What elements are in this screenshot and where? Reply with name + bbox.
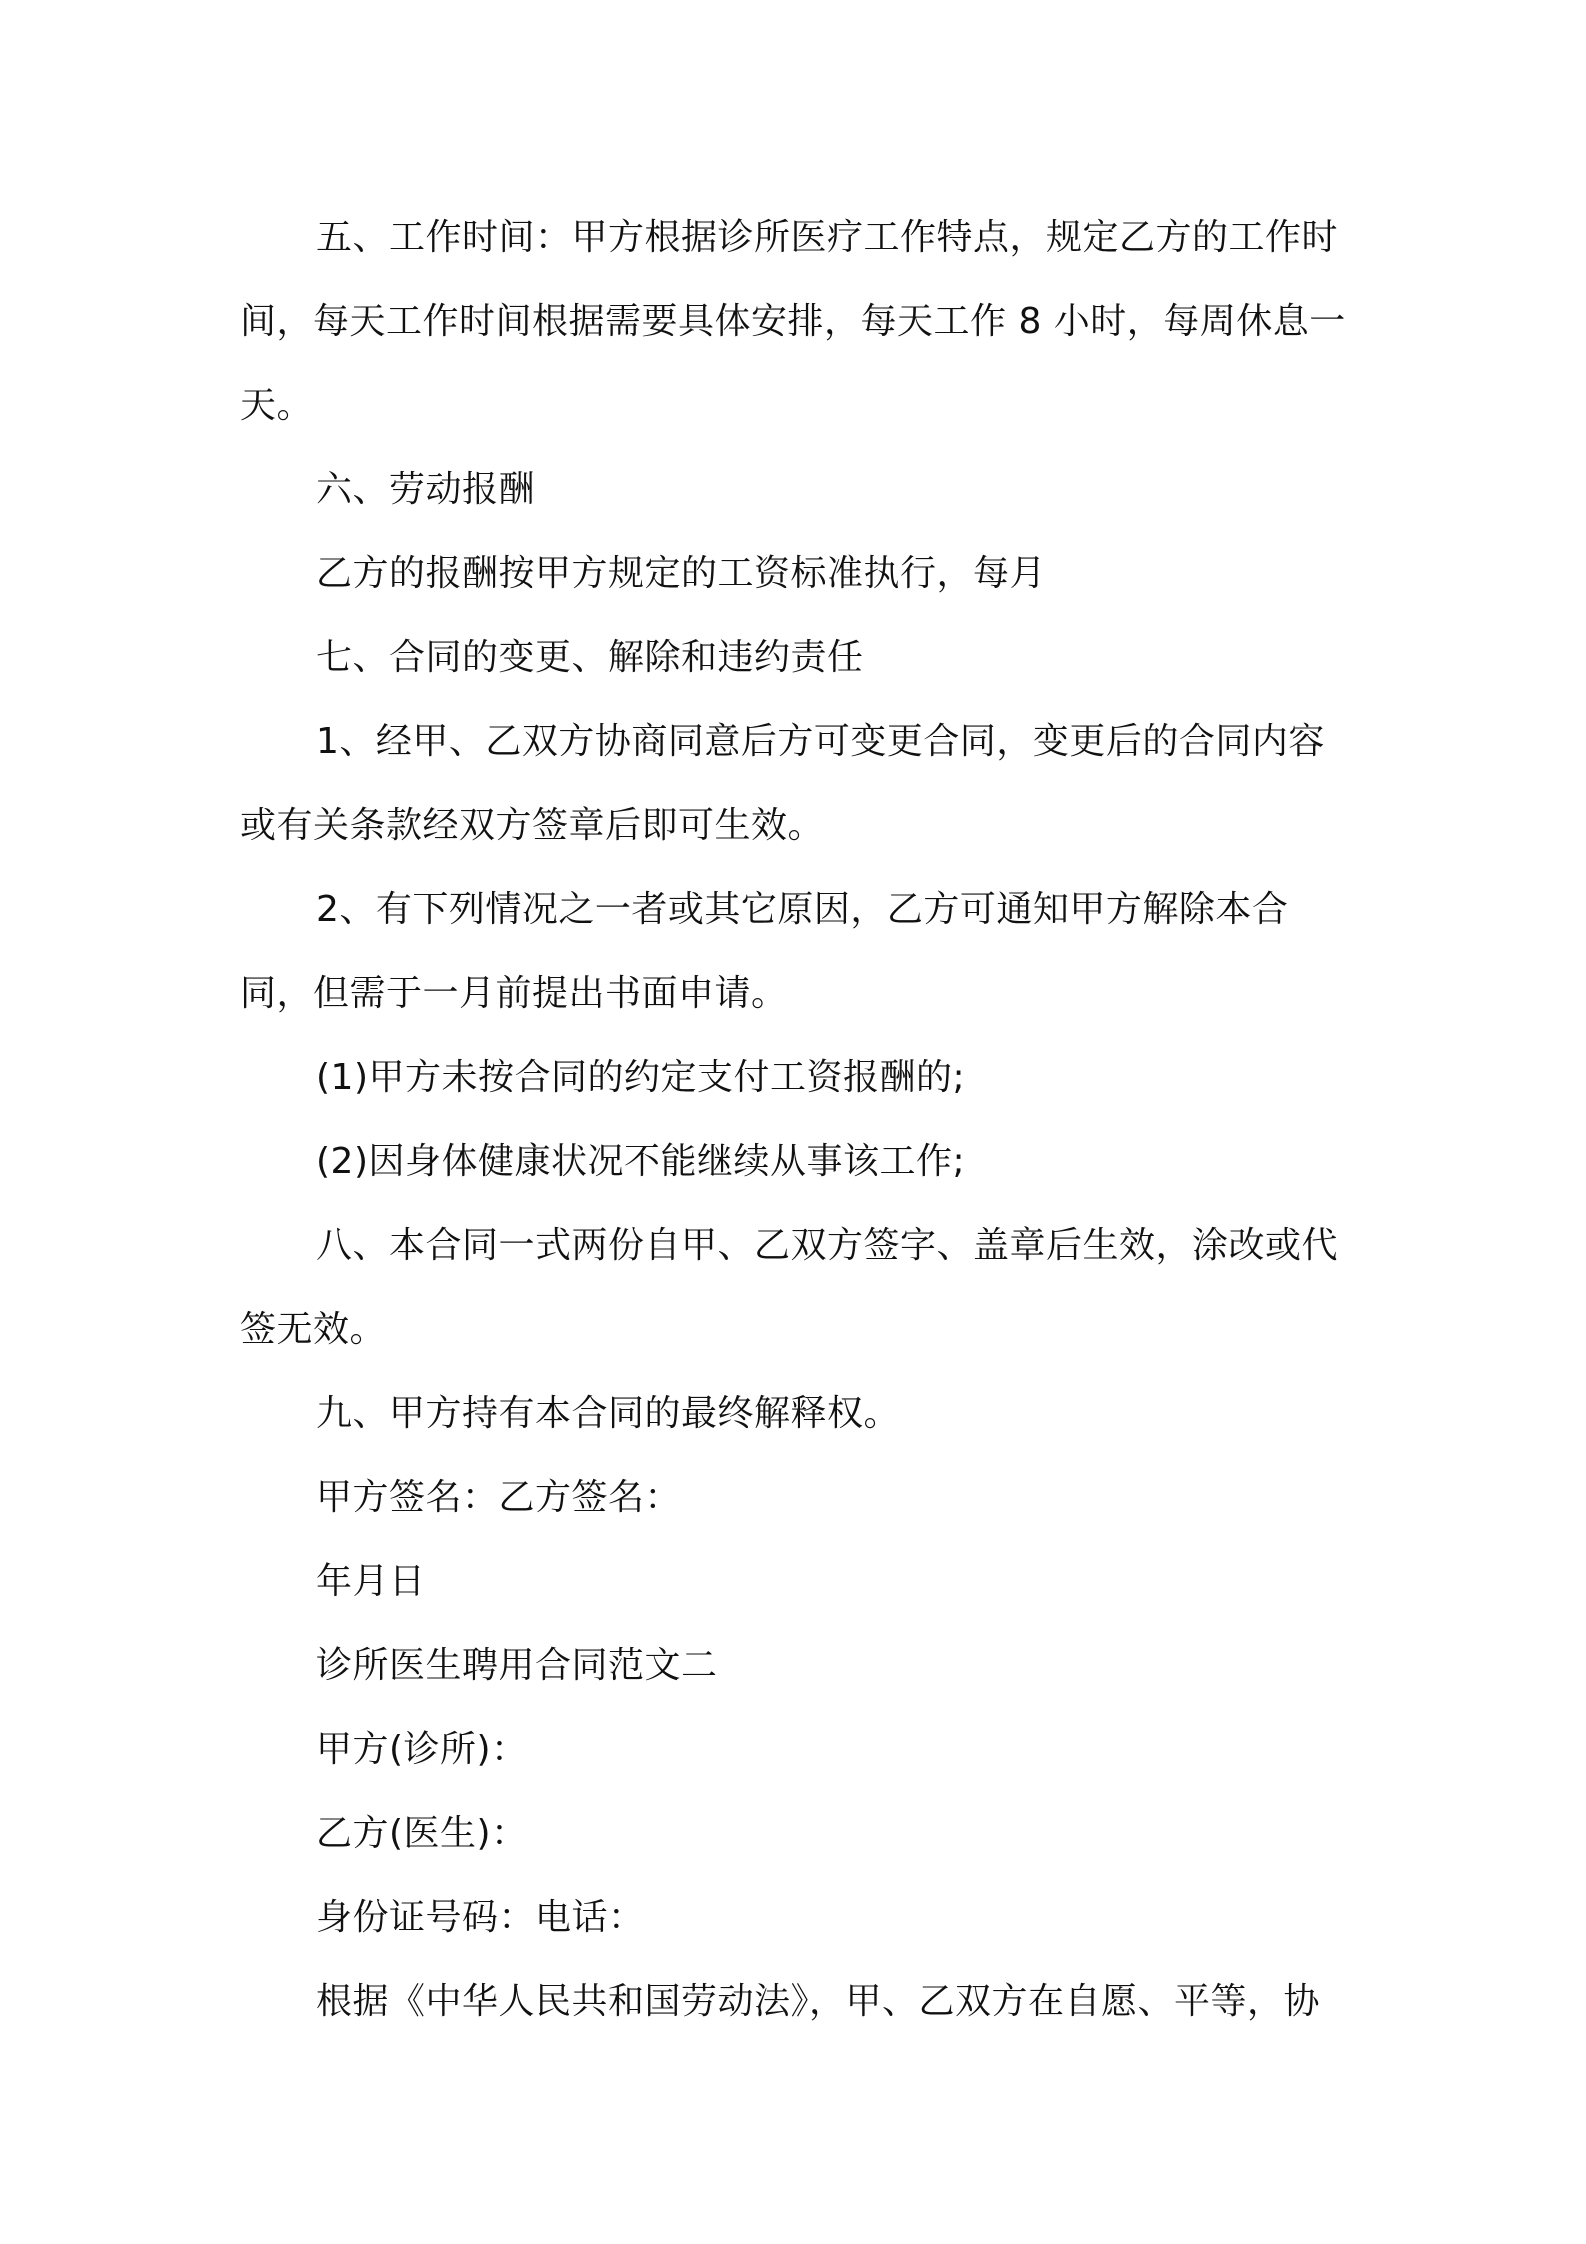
party-a-line: 甲方(诊所)： bbox=[316, 1729, 528, 1770]
heading-contract-changes: 七、合同的变更、解除和违约责任 bbox=[316, 637, 864, 678]
date-line: 年月日 bbox=[316, 1561, 426, 1602]
paragraph-item-2: (2)因身体健康状况不能继续从事该工作; bbox=[316, 1141, 966, 1182]
document-body bbox=[240, 196, 1360, 2044]
heading-remuneration: 六、劳动报酬 bbox=[316, 469, 536, 510]
paragraph-clause-1: 1、经甲、乙双方协商同意后方可变更合同，变更后的合同内容或有关条款经双方签章后即可生效。 bbox=[240, 721, 1325, 846]
paragraph-remuneration: 乙方的报酬按甲方规定的工资标准执行，每月 bbox=[316, 553, 1047, 594]
id-phone-line: 身份证号码：电话： bbox=[316, 1897, 645, 1938]
paragraph-clause-2: 2、有下列情况之一者或其它原因，乙方可通知甲方解除本合同，但需于一月前提出书面申请。 bbox=[240, 889, 1289, 1014]
section-title: 诊所医生聘用合同范文二 bbox=[316, 1645, 718, 1686]
party-b-line: 乙方(医生)： bbox=[316, 1813, 528, 1854]
paragraph-item-1: (1)甲方未按合同的约定支付工资报酬的; bbox=[316, 1057, 966, 1098]
paragraph-work-hours: 五、工作时间：甲方根据诊所医疗工作特点，规定乙方的工作时间，每天工作时间根据需要具体安排，每天工作 8 小时，每周休息一天。 bbox=[240, 217, 1346, 426]
paragraph-clause-8: 八、本合同一式两份自甲、乙双方签字、盖章后生效，涂改或代签无效。 bbox=[240, 1225, 1339, 1350]
signature-line: 甲方签名：乙方签名： bbox=[316, 1477, 682, 1518]
paragraph-legal-basis: 根据《中华人民共和国劳动法》，甲、乙双方在自愿、平等，协 bbox=[316, 1981, 1321, 2022]
paragraph-clause-9: 九、甲方持有本合同的最终解释权。 bbox=[316, 1393, 901, 1434]
